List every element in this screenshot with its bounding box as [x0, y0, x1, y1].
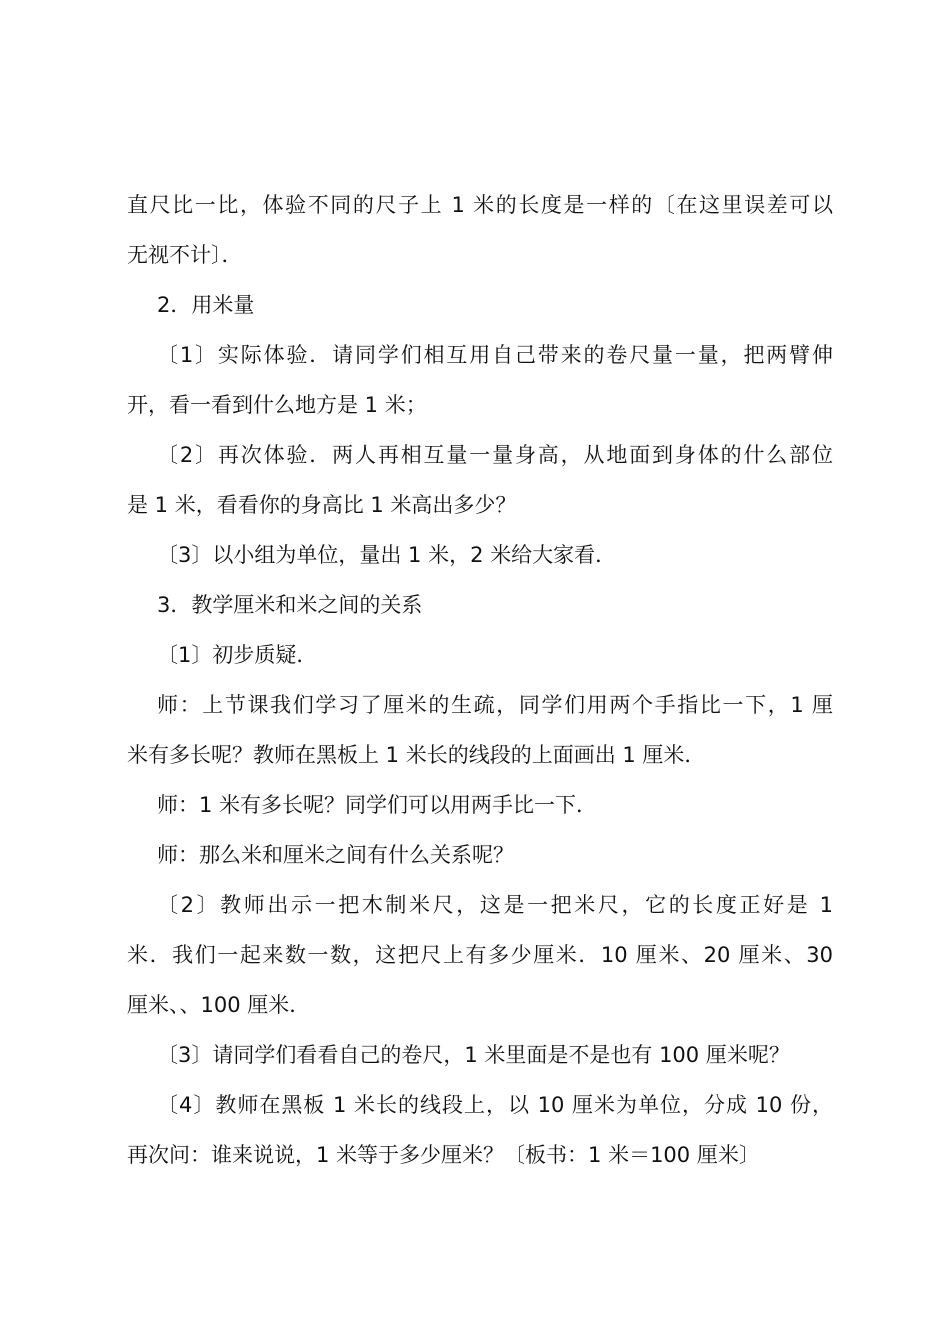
text-line: 开，看一看到什么地方是 1 米； [127, 393, 427, 417]
document-body [127, 180, 833, 1180]
text-line: 〔3〕以小组为单位，量出 1 米，2 米给大家看． [157, 543, 617, 567]
text-line: 是 1 米，看看你的身高比 1 米高出多少？ [127, 493, 517, 517]
text-line: 再次问：谁来说说，1 米等于多少厘米？〔板书：1 米＝100 厘米〕 [127, 1143, 760, 1167]
text-line: 直尺比一比，体验不同的尺子上 1 米的长度是一样的〔在这里误差可以 [127, 193, 833, 217]
text-line: 师：那么米和厘米之间有什么关系呢？ [157, 843, 514, 867]
text-line: 师：上节课我们学习了厘米的生疏，同学们用两个手指比一下，1 厘 [157, 693, 833, 717]
text-line: 2．用米量 [157, 293, 255, 317]
text-line: 〔2〕再次体验．两人再相互量一量身高，从地面到身体的什么部位 [157, 443, 833, 467]
text-line: 米有多长呢？教师在黑板上 1 米长的线段的上面画出 1 厘米． [127, 743, 706, 767]
text-line: 〔3〕请同学们看看自己的卷尺，1 米里面是不是也有 100 厘米呢？ [157, 1043, 790, 1067]
text-line: 3．教学厘米和米之间的关系 [157, 593, 423, 617]
text-line: 〔2〕教师出示一把木制米尺，这是一把米尺，它的长度正好是 1 [157, 893, 833, 917]
text-line: 厘米、、100 厘米． [127, 993, 311, 1017]
text-line: 〔1〕初步质疑． [157, 643, 318, 667]
text-line: 〔4〕教师在黑板 1 米长的线段上，以 10 厘米为单位，分成 10 份， [157, 1093, 833, 1117]
text-line: 师：1 米有多长呢？同学们可以用两手比一下． [157, 793, 598, 817]
text-line: 〔1〕实际体验．请同学们相互用自己带来的卷尺量一量，把两臂伸 [157, 343, 833, 367]
text-line: 无视不计〕． [127, 243, 243, 267]
text-line: 米．我们一起来数一数，这把尺上有多少厘米．10 厘米、20 厘米、30 [127, 943, 833, 967]
